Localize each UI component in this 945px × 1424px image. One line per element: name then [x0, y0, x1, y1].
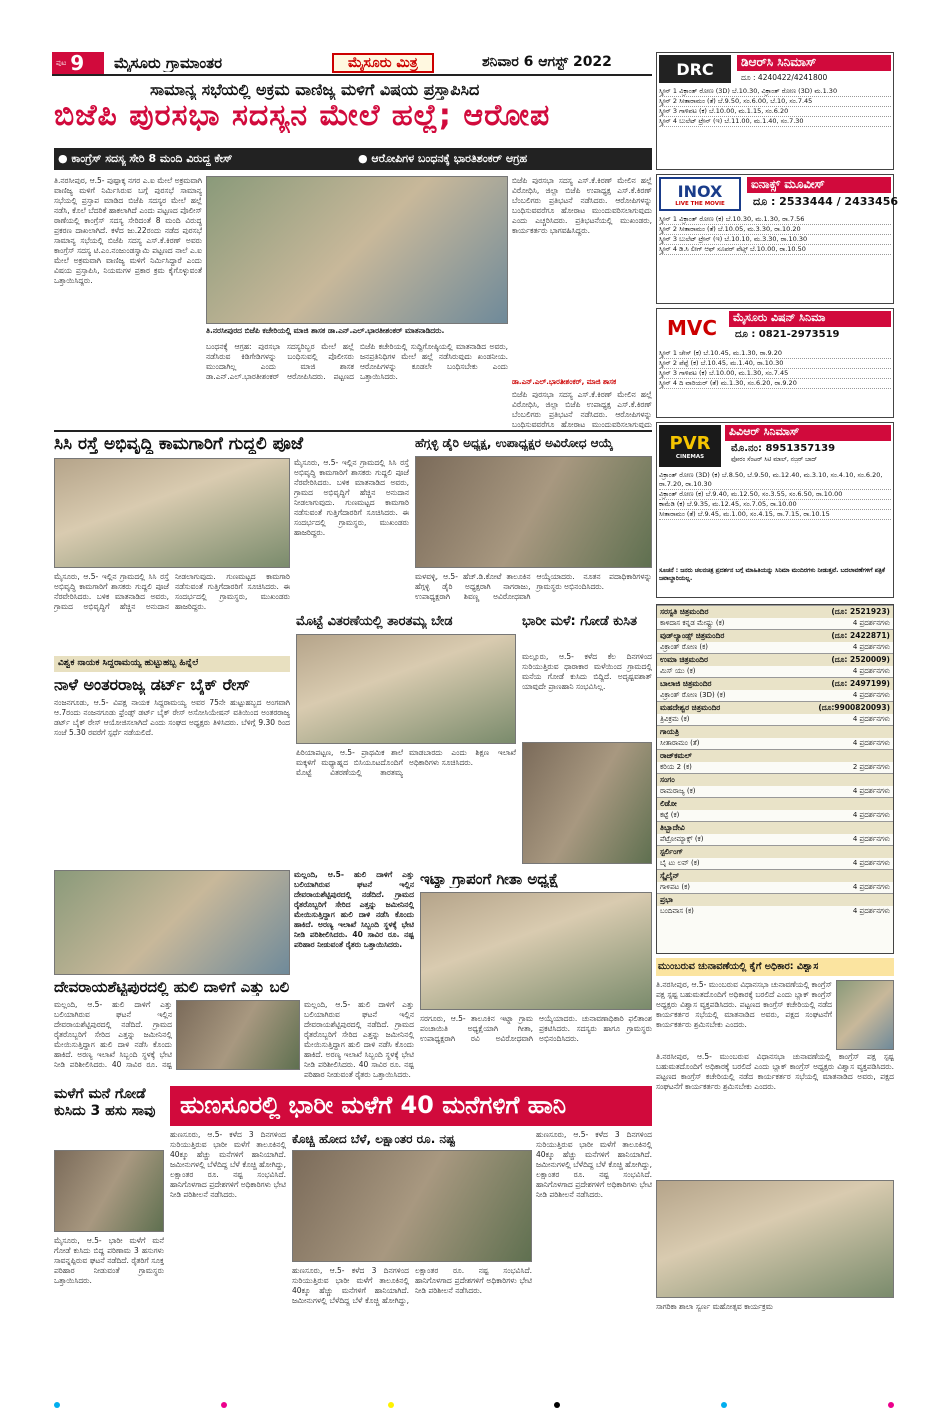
hall-name: ಮಹದೇಶ್ವರ ಚಿತ್ರಮಂದಿರ — [660, 703, 721, 712]
color-dot — [221, 1402, 227, 1408]
inox-listings — [659, 215, 891, 255]
drc-logo: DRC — [659, 55, 731, 83]
mvc-block — [656, 308, 894, 418]
hall-shows: 4 ಪ್ರದರ್ಶನಗಳು — [852, 787, 890, 795]
hall-phone: (ದೂ: 2422871) — [831, 631, 890, 640]
dairy-body: ಮಳವಳ್ಳಿ, ಆ.5- ಹೆಚ್.ಡಿ.ಕೋಟೆ ತಾಲೂಕಿನ ಹೆಗ್ಗಳ್ಳಿ ಡೈರಿ ಅಧ್ಯಕ್ಷರಾಗಿ ನಾಗರಾಜು, ಉಪಾಧ್ಯಕ್ಷರಾಗಿ ಶಿವಣ್ಣ ಅವಿರೋಧವಾಗಿ ಆಯ್ಕೆಯಾದರು. ನೂತನ ಪದಾಧಿಕಾರಿಗಳನ್ನು ಗ್ರಾಮಸ್ಥರು ಅಭಿನಂದಿಸಿದರು. — [415, 572, 652, 601]
lead-subhead-1: ● ಕಾಂಗ್ರೆಸ್ ಸದಸ್ಯ ಸೇರಿ 8 ಮಂದಿ ವಿರುದ್ಧ ಕೇಸ್ — [58, 152, 233, 165]
hunsur-banner — [170, 1086, 652, 1126]
tiger-body: ಮಲ್ಲಂದಿ, ಆ.5- ಹುಲಿ ದಾಳಿಗೆ ಎತ್ತು ಬಲಿಯಾಗಿರುವ ಘಟನೆ ಇಲ್ಲಿನ ದೇವರಾಯಶೆಟ್ಟಿಪುರದಲ್ಲಿ ನಡೆದಿದೆ. ಗ್ರಾಮದ ರೈತರೊಬ್ಬರಿಗೆ ಸೇರಿದ ಎತ್ತನ್ನು ಜಮೀನಿನಲ್ಲಿ ಮೇಯಿಸುತ್ತಿದ್ದಾಗ ಹುಲಿ ದಾಳಿ ನಡೆಸಿ ಕೊಂದು ಹಾಕಿದೆ. ಅರಣ್ಯ ಇಲಾಖೆ ಸಿಬ್ಬಂದಿ ಸ್ಥಳಕ್ಕೆ ಭೇಟಿ ನೀಡಿ ಪರಿಶೀಲಿಸಿದರು. 40 ಸಾವಿರ ರೂ. ನಷ್ಟ — [54, 1000, 172, 1069]
mvc-logo: MVC — [666, 316, 718, 340]
hall-film: ರಾಮರಾಜ್ಯ (ಕ) — [660, 787, 696, 795]
halls-container — [657, 605, 893, 917]
masthead-logo: ಮೈಸೂರು ಮಿತ್ರ — [332, 53, 434, 73]
dart-kicker-band — [54, 656, 290, 672]
hall-show-row — [657, 786, 893, 797]
hall-header — [657, 629, 893, 642]
hall-header — [657, 797, 893, 810]
lead-subheads — [54, 148, 652, 170]
hall-shows: 4 ಪ್ರದರ್ಶನಗಳು — [852, 835, 890, 843]
hall-name: ಸಂಗಂ — [660, 775, 675, 784]
hall-name: ತಿಬ್ಬಾದೇವಿ — [660, 823, 685, 832]
hall-name: ರಾಜ್‌ಕಮಲ್ — [660, 751, 692, 760]
hunsur-subhead: ಕೊಚ್ಚಿ ಹೋದ ಬೆಳೆ, ಲಕ್ಷಾಂತರ ರೂ. ನಷ್ಟ — [292, 1132, 456, 1146]
hall-film: ಗಾಳಿಪಟ (ಕ) — [660, 883, 690, 891]
mvc-title: ಮೈಸೂರು ವಿಷನ್ ಸಿನಿಮಾ — [729, 311, 891, 327]
gita-headline: ಇಟ್ನಾ ಗ್ರಾಪಂಗೆ ಗೀತಾ ಅಧ್ಯಕ್ಷೆ — [420, 870, 559, 888]
inox-title: ಐನಾಕ್ಸ್ ಮೂವೀಸ್ — [747, 177, 891, 193]
hall-show-row — [657, 714, 893, 725]
rain-wall-headline: ಭಾರೀ ಮಳೆ: ಗೋಡೆ ಕುಸಿತ — [522, 614, 637, 629]
hall-shows: 4 ಪ್ರದರ್ಶನಗಳು — [852, 907, 890, 915]
hall-header — [657, 677, 893, 690]
hall-header — [657, 845, 893, 858]
hall-show-row — [657, 882, 893, 893]
section-title: ಮೈಸೂರು ಗ್ರಾಮಾಂತರ — [114, 54, 223, 72]
inox-row: ಸ್ಕ್ರೀನ್ 4 ಡಿ.ಸಿ ಲೀಗ್ ಆಫ್ ಸೂಪರ್ ಪೆಟ್ಸ್ ಬೆ.10.00, ರಾ.10.50 — [659, 245, 891, 255]
hall-header — [657, 725, 893, 738]
hall-film: ಕರಿಯ 2 (ಕ) — [660, 763, 692, 771]
pvr-logo-text: PVR — [669, 432, 711, 454]
tiger-photo — [176, 1000, 300, 1070]
inox-tagline: LIVE THE MOVIE — [675, 200, 725, 207]
mvc-row: ಸ್ಕ್ರೀನ್ 2 ಪೆಪ್ಪೆ (ಕ) ಬೆ.10.45, ಮ.1.40, ರಾ.10.30 — [659, 359, 891, 369]
hall-show-row — [657, 858, 893, 869]
lead-headline: ಬಿಜೆಪಿ ಪುರಸಭಾ ಸದಸ್ಯನ ಮೇಲೆ ಹಲ್ಲೆ; ಆರೋಪ — [54, 98, 551, 133]
hall-film: ಕಟ್ಟೆ (ಕ) — [660, 811, 680, 819]
pvr-row: ವಿಕ್ರಾಂತ್ ರೋಣ (ಕ) ಬೆ.9.40, ಮ.12.50, ಸಂ.3.55, ಸಂ.6.50, ರಾ.10.00 — [659, 490, 891, 500]
cows-body: ಮೈಸೂರು, ಆ.5- ಭಾರೀ ಮಳೆಗೆ ಮನೆ ಗೋಡೆ ಕುಸಿದು ಬಿದ್ದ ಪರಿಣಾಮ 3 ಹಸುಗಳು ಸಾವನ್ನಪ್ಪಿರುವ ಘಟನೆ ನಡೆದಿದೆ. ರೈತರಿಗೆ ಸೂಕ್ತ ಪರಿಹಾರ ನೀಡುವಂತೆ ಗ್ರಾಮಸ್ಥರು ಒತ್ತಾಯಿಸಿದರು. — [54, 1236, 164, 1285]
drc-block — [656, 52, 894, 170]
inox-logo — [659, 177, 741, 211]
cc-road-body: ಮೈಸೂರು, ಆ.5- ಇಲ್ಲಿನ ಗ್ರಾಮದಲ್ಲಿ ಸಿಸಿ ರಸ್ತೆ ಅಭಿವೃದ್ಧಿ ಕಾಮಗಾರಿಗೆ ಶಾಸಕರು ಗುದ್ದಲಿ ಪೂಜೆ ನೆರವೇರಿಸಿದರು. ಬಳಿಕ ಮಾತನಾಡಿದ ಅವರು, ಗ್ರಾಮದ ಅಭಿವೃದ್ಧಿಗೆ ಹೆಚ್ಚಿನ ಅನುದಾನ ನೀಡಲಾಗುವುದು. ಗುಣಮಟ್ಟದ ಕಾಮಗಾರಿ ನಡೆಸುವಂತೆ ಗುತ್ತಿಗೆದಾರರಿಗೆ ಸೂಚಿಸಿದರು. ಈ ಸಂದರ್ಭದಲ್ಲಿ ಗ್ರಾಮಸ್ಥರು, ಮುಖಂಡರು ಹಾಜರಿದ್ದರು. — [54, 572, 290, 611]
election-body-cont: ತಿ.ನರಸೀಪುರ, ಆ.5- ಮುಂಬರುವ ವಿಧಾನಸಭಾ ಚುನಾವಣೆಯಲ್ಲಿ ಕಾಂಗ್ರೆಸ್ ಪಕ್ಷ ಸ್ಪಷ್ಟ ಬಹುಮತದೊಂದಿಗೆ ಅಧಿಕಾರಕ್ಕೆ ಬರಲಿದೆ ಎಂದು ಬ್ಲಾಕ್ ಕಾಂಗ್ರೆಸ್ ಅಧ್ಯಕ್ಷರು ವಿಶ್ವಾಸ ವ್ಯಕ್ತಪಡಿಸಿದರು. ಪಟ್ಟಣದ ಕಾಂಗ್ರೆಸ್ ಕಚೇರಿಯಲ್ಲಿ ನಡೆದ ಕಾರ್ಯಕರ್ತರ ಸಭೆಯಲ್ಲಿ ಮಾತನಾಡಿದ ಅವರು, ಪಕ್ಷದ ಸಂಘಟನೆಗೆ ಕಾರ್ಯಕರ್ತರು ಶ್ರಮಿಸಬೇಕು ಎಂದರು. — [656, 1052, 894, 1091]
hall-shows: 4 ಪ್ರದರ್ಶನಗಳು — [852, 859, 890, 867]
hall-phone: (ದೂ: 2521923) — [831, 607, 890, 616]
cinema-halls-list — [656, 604, 894, 954]
hall-film: ಕಾಳಿದಾಸ ಕನ್ನಡ ಮೇಷ್ಟ್ರು (ಕ) — [660, 619, 725, 627]
rain-wall-photo — [522, 742, 652, 864]
hall-film: ತ್ರಿವಿಕ್ರಮ (ಕ) — [660, 715, 690, 723]
page-number: 9 — [70, 51, 85, 75]
hall-phone: (ದೂ: 2520009) — [831, 655, 890, 664]
drc-row: ಸ್ಕ್ರೀನ್ 2 ಸೀತಾರಾಮಂ (ತೆ) ಬೆ.9.50, ಸಂ.6.00, ಬೆ.10, ಸಂ.7.45 — [659, 97, 891, 107]
hall-phone: (ದೂ:9900820093) — [818, 703, 890, 712]
hall-show-row — [657, 690, 893, 701]
hall-film: ಮಿಸ್ ಯು (ಕ) — [660, 667, 696, 675]
pvr-logo-sub: CINEMAS — [675, 453, 705, 460]
tiger-event-photo — [54, 870, 290, 975]
hall-name: ಬಾಲಾಜಿ ಚಿತ್ರಮಂದಿರ — [660, 679, 712, 688]
pvr-phone: ಮೊ.ನಂ: 8951357139 — [731, 443, 836, 454]
hunsur-body-mid: ಹುಣಸೂರು, ಆ.5- ಕಳೆದ 3 ದಿನಗಳಿಂದ ಸುರಿಯುತ್ತಿರುವ ಭಾರೀ ಮಳೆಗೆ ತಾಲೂಕಿನಲ್ಲಿ 40ಕ್ಕೂ ಹೆಚ್ಚು ಮನೆಗಳಿಗೆ ಹಾನಿಯಾಗಿದೆ. ಜಮೀನುಗಳಲ್ಲಿ ಬೆಳೆದಿದ್ದ ಬೆಳೆ ಕೊಚ್ಚಿ ಹೋಗಿದ್ದು, ಲಕ್ಷಾಂತರ ರೂ. ನಷ್ಟ ಸಂಭವಿಸಿದೆ. ಹಾನಿಗೊಳಗಾದ ಪ್ರದೇಶಗಳಿಗೆ ಅಧಿಕಾರಿಗಳು ಭೇಟಿ ನೀಡಿ ಪರಿಶೀಲನೆ ನಡೆಸಿದರು. — [292, 1266, 532, 1305]
hall-name: ಸ್ಕೈಲೈನ್ — [660, 871, 680, 880]
page-label: ಪುಟ — [56, 58, 67, 67]
dairy-photo — [415, 456, 652, 568]
inox-phone: ದೂ : 2533444 / 2433456 — [753, 195, 899, 208]
hall-shows: 4 ಪ್ರದರ್ಶನಗಳು — [852, 739, 890, 747]
hall-film: ಸೀತಾರಾಮಂ (ತೆ) — [660, 739, 700, 747]
tiger-headline: ದೇವರಾಯಶೆಟ್ಟಿಪುರದಲ್ಲಿ ಹುಲಿ ದಾಳಿಗೆ ಎತ್ತು ಬಲಿ — [54, 978, 290, 996]
hall-name: ಲಿಡೋ — [660, 799, 677, 808]
pvr-row: ಸೀತಾರಾಮಂ (ತೆ) ಬೆ.9.45, ಮ.1.00, ಸಂ.4.15, ರಾ.7.15, ರಾ.10.15 — [659, 510, 891, 520]
color-dot — [888, 1402, 894, 1408]
hall-shows: 4 ಪ್ರದರ್ಶನಗಳು — [852, 619, 890, 627]
drc-listings — [659, 87, 891, 127]
hall-film: ಬೈ ಟು ಲವ್ (ಕ) — [660, 859, 700, 867]
hall-header — [657, 869, 893, 882]
drc-row: ಸ್ಕ್ರೀನ್ 1 ವಿಕ್ರಾಂತ್ ರೋಣ (3D) ಬೆ.10.30, ವಿಕ್ರಾಂತ್ ರೋಣ (3D) ಮ.1.30 — [659, 87, 891, 97]
inox-row: ಸ್ಕ್ರೀನ್ 1 ವಿಕ್ರಾಂತ್ ರೋಣ (ಕ) ಬೆ.10.30, ಮ.1.30, ರಾ.7.56 — [659, 215, 891, 225]
inox-row: ಸ್ಕ್ರೀನ್ 3 ಬುಲೆಟ್ ಟ್ರೇನ್ (ಇ) ಬೆ.10.10, ಮ.3.30, ರಾ.10.30 — [659, 235, 891, 245]
pvr-listings — [659, 471, 891, 520]
pvr-address: ಫೋರಂ ಸೆಂಟರ್ ಸಿಟಿ ಮಾಲ್, ನಜ಼ರ್ ಬಾದ್ — [731, 456, 818, 463]
dairy-headline: ಹೆಗ್ಗಳ್ಳಿ ಡೈರಿ ಅಧ್ಯಕ್ಷ, ಉಪಾಧ್ಯಕ್ಷರ ಅವಿರೋಧ ಆಯ್ಕೆ — [415, 436, 614, 450]
hunsur-headline: ಹುಣಸೂರಲ್ಲಿ ಭಾರೀ ಮಳೆಗೆ 40 ಮನೆಗಳಿಗೆ ಹಾನಿ — [180, 1091, 567, 1119]
drc-row: ಸ್ಕ್ರೀನ್ 3 ಗಾಳಿಪಟ (ಕ) ಬೆ.10.00, ಮ.1.15, ಸಂ.6.20 — [659, 107, 891, 117]
hall-header — [657, 893, 893, 906]
page-header — [52, 50, 652, 76]
mvc-phone: ದೂ : 0821-2973519 — [735, 329, 840, 340]
mvc-row: ಸ್ಕ್ರೀನ್ 4 ದಿ ವಾರಿಯರ್ (ತೆ) ಮ.1.30, ಸಂ.6.20, ರಾ.9.20 — [659, 379, 891, 389]
hall-film: ವಿಕ್ರಾಂತ್ ರೋಣ (ಕ) — [660, 643, 709, 651]
hall-name: ಸ್ಟರ್ಲಿಂಗ್ — [660, 847, 683, 856]
hall-name: ವುಡ್‌ಲ್ಯಾಂಡ್ಸ್ ಚಿತ್ರಮಂದಿರ — [660, 631, 725, 640]
divider — [54, 430, 652, 432]
cows-headline: ಮಳೆಗೆ ಮನೆ ಗೋಡೆ ಕುಸಿದು 3 ಹಸು ಸಾವು — [54, 1086, 156, 1119]
pvr-title: ಪಿವಿಆರ್ ಸಿನಿಮಾಸ್ — [725, 425, 891, 441]
cc-road-body-side: ಮೈಸೂರು, ಆ.5- ಇಲ್ಲಿನ ಗ್ರಾಮದಲ್ಲಿ ಸಿಸಿ ರಸ್ತೆ ಅಭಿವೃದ್ಧಿ ಕಾಮಗಾರಿಗೆ ಶಾಸಕರು ಗುದ್ದಲಿ ಪೂಜೆ ನೆರವೇರಿಸಿದರು. ಬಳಿಕ ಮಾತನಾಡಿದ ಅವರು, ಗ್ರಾಮದ ಅಭಿವೃದ್ಧಿಗೆ ಹೆಚ್ಚಿನ ಅನುದಾನ ನೀಡಲಾಗುವುದು. ಗುಣಮಟ್ಟದ ಕಾಮಗಾರಿ ನಡೆಸುವಂತೆ ಗುತ್ತಿಗೆದಾರರಿಗೆ ಸೂಚಿಸಿದರು. ಈ ಸಂದರ್ಭದಲ್ಲಿ ಗ್ರಾಮಸ್ಥರು, ಮುಖಂಡರು ಹಾಜರಿದ್ದರು. — [294, 458, 409, 537]
hall-shows: 4 ಪ್ರದರ್ಶನಗಳು — [852, 667, 890, 675]
election-headline-band — [656, 958, 894, 976]
hall-film: ಬಂದಿವಾಸ (ಕ) — [660, 907, 694, 915]
hall-name: ಉಮಾ ಚಿತ್ರಮಂದಿರ — [660, 655, 708, 664]
pvr-logo — [659, 425, 721, 467]
quote-author: ಡಾ.ಎನ್.ಎಲ್.ಭಾರತೀಶಂಕರ್, ಮಾಜಿ ಶಾಸಕ — [512, 378, 617, 386]
tiger-side-notice: ಮಲ್ಲಂದಿ, ಆ.5- ಹುಲಿ ದಾಳಿಗೆ ಎತ್ತು ಬಲಿಯಾಗಿರುವ ಘಟನೆ ಇಲ್ಲಿನ ದೇವರಾಯಶೆಟ್ಟಿಪುರದಲ್ಲಿ ನಡೆದಿದೆ. ಗ್ರಾಮದ ರೈತರೊಬ್ಬರಿಗೆ ಸೇರಿದ ಎತ್ತನ್ನು ಜಮೀನಿನಲ್ಲಿ ಮೇಯಿಸುತ್ತಿದ್ದಾಗ ಹುಲಿ ದಾಳಿ ನಡೆಸಿ ಕೊಂದು ಹಾಕಿದೆ. ಅರಣ್ಯ ಇಲಾಖೆ ಸಿಬ್ಬಂದಿ ಸ್ಥಳಕ್ಕೆ ಭೇಟಿ ನೀಡಿ ಪರಿಶೀಲಿಸಿದರು. 40 ಸಾವಿರ ರೂ. ನಷ್ಟ ಪರಿಹಾರ ನೀಡುವಂತೆ ರೈತರು ಒತ್ತಾಯಿಸಿದರು. — [294, 870, 414, 949]
inox-row: ಸ್ಕ್ರೀನ್ 2 ಸೀತಾರಾಮಂ (ತೆ) ಬೆ.10.05, ಮ.3.30, ರಾ.10.20 — [659, 225, 891, 235]
hunsur-body-left: ಹುಣಸೂರು, ಆ.5- ಕಳೆದ 3 ದಿನಗಳಿಂದ ಸುರಿಯುತ್ತಿರುವ ಭಾರೀ ಮಳೆಗೆ ತಾಲೂಕಿನಲ್ಲಿ 40ಕ್ಕೂ ಹೆಚ್ಚು ಮನೆಗಳಿಗೆ ಹಾನಿಯಾಗಿದೆ. ಜಮೀನುಗಳಲ್ಲಿ ಬೆಳೆದಿದ್ದ ಬೆಳೆ ಕೊಚ್ಚಿ ಹೋಗಿದ್ದು, ಲಕ್ಷಾಂತರ ರೂ. ನಷ್ಟ ಸಂಭವಿಸಿದೆ. ಹಾನಿಗೊಳಗಾದ ಪ್ರದೇಶಗಳಿಗೆ ಅಧಿಕಾರಿಗಳು ಭೇಟಿ ನೀಡಿ ಪರಿಶೀಲನೆ ನಡೆಸಿದರು. — [170, 1130, 286, 1199]
mvc-listings — [659, 349, 891, 389]
hall-show-row — [657, 666, 893, 677]
hall-show-row — [657, 810, 893, 821]
drc-row: ಸ್ಕ್ರೀನ್ 4 ಬುಲೆಟ್ ಟ್ರೇನ್ (ಇ) ಬೆ.11.00, ಮ.1.40, ಸಂ.7.30 — [659, 117, 891, 127]
election-headline: ಮುಂಬರುವ ಚುನಾವಣೆಯಲ್ಲಿ ಕೈಗೆ ಅಧಿಕಾರ: ವಿಶ್ವಾಸ — [658, 961, 819, 972]
page-number-badge — [52, 52, 104, 74]
lead-body-right: ಬಿಜೆಪಿ ಪುರಸಭಾ ಸದಸ್ಯ ಎಸ್.ಕೆ.ಕಿರಣ್ ಮೇಲಿನ ಹಲ್ಲೆ ವಿರೋಧಿಸಿ, ಜಿಲ್ಲಾ ಬಿಜೆಪಿ ಉಪಾಧ್ಯಕ್ಷ ಎಸ್.ಕೆ.ಕಿರಣ್ ಬೆಂಬಲಿಗರು ಪ್ರತಿಭಟನೆ ನಡೆಸಿದರು. ಆರೋಪಿಗಳನ್ನು ಬಂಧಿಸುವವರೆಗೂ ಹೋರಾಟ ಮುಂದುವರಿಸಲಾಗುವುದು ಎಂದು ಎಚ್ಚರಿಸಿದರು. ಪ್ರತಿಭಟನೆಯಲ್ಲಿ ಮುಖಂಡರು, ಕಾರ್ಯಕರ್ತರು ಭಾಗವಹಿಸಿದ್ದರು. — [512, 176, 652, 235]
inox-logo-text: INOX — [677, 181, 723, 201]
lead-body-left: ತಿ.ನರಸೀಪುರ, ಆ.5- ಪುಷ್ಪಾಕ್ಕ ನಗರ ಎ.ಐ ಮೇಲೆ ಅಕ್ರಮವಾಗಿ ವಾಣಿಜ್ಯ ಮಳಿಗೆ ನಿರ್ಮಿಸಿರುವ ಬಗ್ಗೆ ಪುರಸಭೆ ಸಾಮಾನ್ಯ ಸಭೆಯಲ್ಲಿ ಪ್ರಸ್ತಾಪ ಮಾಡಿದ ಬಿಜೆಪಿ ಸದಸ್ಯರ ಮೇಲೆ ಹಲ್ಲೆ ನಡೆಸಿ, ಕೊಲೆ ಬೆದರಿಕೆ ಹಾಕಲಾಗಿದೆ ಎಂದು ಪಟ್ಟಣದ ಪೊಲೀಸ್ ಠಾಣೆಯಲ್ಲಿ ಕಾಂಗ್ರೆಸ್ ಸದಸ್ಯ ಸೇರಿದಂತೆ 8 ಮಂದಿ ವಿರುದ್ಧ ಪ್ರಕರಣ ದಾಖಲಾಗಿದೆ. ಕಳೆದ ಜು.22ರಂದು ನಡೆದ ಪುರಸಭೆ ಸಾಮಾನ್ಯ ಸಭೆಯಲ್ಲಿ ಬಿಜೆಪಿ ಸದಸ್ಯ ಎಸ್.ಕೆ.ಕಿರಣ್ ಅವರು ಕಾಂಗ್ರೆಸ್ ಸದಸ್ಯ ಟಿ.ಎಂ.ನಂಜುಂಡಸ್ವಾಮಿ ಪಟ್ಟಣದ ನಾಲೆ ಎ.ಐ ಮೇಲೆ ಅಕ್ರಮವಾಗಿ ವಾಣಿಜ್ಯ ಮಳಿಗೆ ನಿರ್ಮಿಸಿದ್ದಾರೆ ಎಂದು ವಿಷಯ ಪ್ರಸ್ತಾಪಿಸಿ, ನಿಯಮಗಳ ಪ್ರಕಾರ ಕ್ರಮ ಕೈಗೊಳ್ಳುವಂತೆ ಒತ್ತಾಯಿಸಿದ್ದರು. — [54, 176, 202, 285]
midday-headline: ಮೊಟ್ಟೆ ವಿತರಣೆಯಲ್ಲಿ ತಾರತಮ್ಯ ಬೇಡ — [296, 614, 453, 629]
lead-subhead-2: ● ಆರೋಪಿಗಳ ಬಂಧನಕ್ಕೆ ಭಾರತಿಶಂಕರ್ ಆಗ್ರಹ — [358, 152, 528, 165]
mvc-row: ಸ್ಕ್ರೀನ್ 1 ಚೇಸ್ (ಕ) ಬೆ.10.45, ಮ.1.30, ರಾ.9.20 — [659, 349, 891, 359]
hall-name: ಸರಸ್ವತಿ ಚಿತ್ರಮಂದಿರ — [660, 607, 709, 616]
election-portrait — [836, 980, 894, 1050]
pvr-row: ವಿಕ್ರಾಂತ್ ರೋಣ (3D) (ಕ) ಬೆ.8.50, ಬೆ.9.50, ಮ.12.40, ಮ.3.10, ಸಂ.4.10, ಸಂ.6.20, ರಾ.7.20, ರಾ.10.30 — [659, 471, 891, 490]
hall-show-row — [657, 618, 893, 629]
hall-header — [657, 653, 893, 666]
hall-phone: (ದೂ: 2497199) — [831, 679, 890, 688]
dart-headline: ನಾಳೆ ಅಂತರರಾಜ್ಯ ಡರ್ಟ್ ಬೈಕ್ ರೇಸ್ — [54, 675, 250, 694]
color-dot — [54, 1402, 60, 1408]
hall-shows: 2 ಪ್ರದರ್ಶನಗಳು — [852, 763, 890, 771]
pvr-note: ಸೂಚನೆ : ಜನರು ಚಲನಚಿತ್ರ ಪ್ರದರ್ಶನ ಬಗ್ಗೆ ಮಾಹಿತಿಯನ್ನು ಸಿನಿಮಾ ಮಂದಿರಗಳು ನೀಡುತ್ತವೆ. ಬದಲಾವಣೆಗಳಿಗೆ ಪತ್ರಿಕೆ ಜವಾಬ್ದಾರಿಯಲ್ಲ. — [659, 567, 885, 582]
hall-shows: 4 ಪ್ರದರ್ಶನಗಳು — [852, 643, 890, 651]
hall-shows: 4 ಪ್ರದರ್ಶನಗಳು — [852, 811, 890, 819]
tiger-body-cont: ಮಲ್ಲಂದಿ, ಆ.5- ಹುಲಿ ದಾಳಿಗೆ ಎತ್ತು ಬಲಿಯಾಗಿರುವ ಘಟನೆ ಇಲ್ಲಿನ ದೇವರಾಯಶೆಟ್ಟಿಪುರದಲ್ಲಿ ನಡೆದಿದೆ. ಗ್ರಾಮದ ರೈತರೊಬ್ಬರಿಗೆ ಸೇರಿದ ಎತ್ತನ್ನು ಜಮೀನಿನಲ್ಲಿ ಮೇಯಿಸುತ್ತಿದ್ದಾಗ ಹುಲಿ ದಾಳಿ ನಡೆಸಿ ಕೊಂದು ಹಾಕಿದೆ. ಅರಣ್ಯ ಇಲಾಖೆ ಸಿಬ್ಬಂದಿ ಸ್ಥಳಕ್ಕೆ ಭೇಟಿ ನೀಡಿ ಪರಿಶೀಲಿಸಿದರು. 40 ಸಾವಿರ ರೂ. ನಷ್ಟ ಪರಿಹಾರ ನೀಡುವಂತೆ ರೈತರು ಒತ್ತಾಯಿಸಿದರು. — [304, 1000, 414, 1079]
hall-show-row — [657, 906, 893, 917]
lead-photo-caption: ತಿ.ನರಸೀಪುರದ ಬಿಜೆಪಿ ಕಚೇರಿಯಲ್ಲಿ ಮಾಜಿ ಶಾಸಕ ಡಾ.ಎನ್.ಎಲ್.ಭಾರತೀಶಂಕರ್ ಮಾತನಾಡಿದರು. — [206, 326, 445, 335]
hall-shows: 4 ಪ್ರದರ್ಶನಗಳು — [852, 691, 890, 699]
hall-show-row — [657, 738, 893, 749]
lead-photo — [206, 176, 508, 324]
dart-kicker: ವಿಶ್ವಕ ನಾಯಕ ಸಿದ್ದರಾಮಯ್ಯ ಹುಟ್ಟುಹಬ್ಬ ಹಿನ್ನೆಲೆ — [58, 658, 199, 668]
pvr-row: ಕಾಮೆಡಿ (ಕ) ಬೆ.9.35, ಮ.12.45, ಸಂ.7.05, ರಾ.10.00 — [659, 500, 891, 510]
midday-body: ಪಿರಿಯಾಪಟ್ಟಣ, ಆ.5- ಪ್ರಾಥಮಿಕ ಶಾಲೆ ಮಕ್ಕಳಿಗೆ ಮಧ್ಯಾಹ್ನದ ಬಿಸಿಯೂಟದೊಂದಿಗೆ ಮೊಟ್ಟೆ ವಿತರಣೆಯಲ್ಲಿ ತಾರತಮ್ಯ ಮಾಡಬಾರದು ಎಂದು ಶಿಕ್ಷಣ ಇಲಾಖೆ ಅಧಿಕಾರಿಗಳು ಸೂಚಿಸಿದರು. — [296, 748, 516, 777]
mvc-row: ಸ್ಕ್ರೀನ್ 3 ಗಾಳಿಪಟ (ಕ) ಬೆ.10.00, ಮ.1.30, ಸಂ.7.45 — [659, 369, 891, 379]
hall-header — [657, 773, 893, 786]
color-dot — [388, 1402, 394, 1408]
hunsur-body-right: ಹುಣಸೂರು, ಆ.5- ಕಳೆದ 3 ದಿನಗಳಿಂದ ಸುರಿಯುತ್ತಿರುವ ಭಾರೀ ಮಳೆಗೆ ತಾಲೂಕಿನಲ್ಲಿ 40ಕ್ಕೂ ಹೆಚ್ಚು ಮನೆಗಳಿಗೆ ಹಾನಿಯಾಗಿದೆ. ಜಮೀನುಗಳಲ್ಲಿ ಬೆಳೆದಿದ್ದ ಬೆಳೆ ಕೊಚ್ಚಿ ಹೋಗಿದ್ದು, ಲಕ್ಷಾಂತರ ರೂ. ನಷ್ಟ ಸಂಭವಿಸಿದೆ. ಹಾನಿಗೊಳಗಾದ ಪ್ರದೇಶಗಳಿಗೆ ಅಧಿಕಾರಿಗಳು ಭೇಟಿ ನೀಡಿ ಪರಿಶೀಲನೆ ನಡೆಸಿದರು. — [536, 1130, 652, 1199]
hall-name: ಪ್ರಭಾ — [660, 895, 673, 904]
hall-header — [657, 749, 893, 762]
hall-show-row — [657, 762, 893, 773]
cows-photo — [54, 1150, 164, 1232]
hall-header — [657, 605, 893, 618]
inox-block — [656, 174, 899, 304]
hall-shows: 4 ಪ್ರದರ್ಶನಗಳು — [852, 715, 890, 723]
color-dot — [721, 1402, 727, 1408]
cc-road-headline: ಸಿಸಿ ರಸ್ತೆ ಅಭಿವೃದ್ಧಿ ಕಾಮಗಾರಿಗೆ ಗುದ್ದಲಿ ಪೂಜೆ — [54, 434, 304, 454]
midday-photo — [296, 634, 516, 744]
issue-date: ಶನಿವಾರ 6 ಆಗಸ್ಟ್ 2022 — [482, 54, 612, 70]
gita-body: ಸರಗೂರು, ಆ.5- ತಾಲೂಕಿನ ಇಟ್ನಾ ಗ್ರಾಮ ಪಂಚಾಯಿತಿ ಅಧ್ಯಕ್ಷೆಯಾಗಿ ಗೀತಾ, ಉಪಾಧ್ಯಕ್ಷರಾಗಿ ರವಿ ಅವಿರೋಧವಾಗಿ ಆಯ್ಕೆಯಾದರು. ಚುನಾವಣಾಧಿಕಾರಿ ಫಲಿತಾಂಶ ಪ್ರಕಟಿಸಿದರು. ಸದಸ್ಯರು ಹಾಗೂ ಗ್ರಾಮಸ್ಥರು ಅಭಿನಂದಿಸಿದರು. — [420, 1014, 652, 1043]
pvr-block — [656, 422, 894, 598]
registration-marks-bottom — [54, 1402, 894, 1410]
school-event-photo — [656, 1180, 894, 1298]
hall-film: ಪೆಟ್ರೋಮ್ಯಾಕ್ಸ್ (ಕ) — [660, 835, 704, 843]
lead-kicker: ಸಾಮಾನ್ಯ ಸಭೆಯಲ್ಲಿ ಅಕ್ರಮ ವಾಣಿಜ್ಯ ಮಳಿಗೆ ವಿಷಯ ಪ್ರಸ್ತಾಪಿಸಿದ — [150, 80, 480, 99]
hall-show-row — [657, 834, 893, 845]
lead-body-right-cont: ಬಿಜೆಪಿ ಪುರಸಭಾ ಸದಸ್ಯ ಎಸ್.ಕೆ.ಕಿರಣ್ ಮೇಲಿನ ಹಲ್ಲೆ ವಿರೋಧಿಸಿ, ಜಿಲ್ಲಾ ಬಿಜೆಪಿ ಉಪಾಧ್ಯಕ್ಷ ಎಸ್.ಕೆ.ಕಿರಣ್ ಬೆಂಬಲಿಗರು ಪ್ರತಿಭಟನೆ ನಡೆಸಿದರು. ಆರೋಪಿಗಳನ್ನು ಬಂಧಿಸುವವರೆಗೂ ಹೋರಾಟ ಮುಂದುವರಿಸಲಾಗುವುದು — [512, 390, 652, 429]
hall-show-row — [657, 642, 893, 653]
hall-shows: 4 ಪ್ರದರ್ಶನಗಳು — [852, 883, 890, 891]
election-body: ತಿ.ನರಸೀಪುರ, ಆ.5- ಮುಂಬರುವ ವಿಧಾನಸಭಾ ಚುನಾವಣೆಯಲ್ಲಿ ಕಾಂಗ್ರೆಸ್ ಪಕ್ಷ ಸ್ಪಷ್ಟ ಬಹುಮತದೊಂದಿಗೆ ಅಧಿಕಾರಕ್ಕೆ ಬರಲಿದೆ ಎಂದು ಬ್ಲಾಕ್ ಕಾಂಗ್ರೆಸ್ ಅಧ್ಯಕ್ಷರು ವಿಶ್ವಾಸ ವ್ಯಕ್ತಪಡಿಸಿದರು. ಪಟ್ಟಣದ ಕಾಂಗ್ರೆಸ್ ಕಚೇರಿಯಲ್ಲಿ ನಡೆದ ಕಾರ್ಯಕರ್ತರ ಸಭೆಯಲ್ಲಿ ಮಾತನಾಡಿದ ಅವರು, ಪಕ್ಷದ ಸಂಘಟನೆಗೆ ಕಾರ್ಯಕರ್ತರು ಶ್ರಮಿಸಬೇಕು ಎಂದರು. — [656, 980, 832, 1029]
hall-header — [657, 821, 893, 834]
color-dot — [554, 1402, 560, 1408]
rain-wall-body: ಮಲ್ಲೂರು, ಆ.5- ಕಳೆದ ಕೆಲ ದಿನಗಳಿಂದ ಸುರಿಯುತ್ತಿರುವ ಧಾರಾಕಾರ ಮಳೆಯಿಂದ ಗ್ರಾಮದಲ್ಲಿ ಮನೆಯ ಗೋಡೆ ಕುಸಿದು ಬಿದ್ದಿದೆ. ಅದೃಷ್ಟವಶಾತ್ ಯಾವುದೇ ಪ್ರಾಣಹಾನಿ ಸಂಭವಿಸಿಲ್ಲ. — [522, 652, 652, 691]
lead-body-mid: ಬಂಧನಕ್ಕೆ ಆಗ್ರಹ: ಪುರಸಭಾ ಸದಸ್ಯರಿಬ್ಬರ ಮೇಲೆ ಹಲ್ಲೆ ನಡೆಸಿರುವ ಕಿಡಿಗೇಡಿಗಳನ್ನು ಬಂಧಿಸುವಲ್ಲಿ ಪೊಲೀಸರು ಮುಂದಾಗಿಲ್ಲ ಎಂದು ಮಾಜಿ ಶಾಸಕ ಡಾ.ಎನ್.ಎಲ್.ಭಾರತೀಶಂಕರ್ ಆರೋಪಿಸಿದರು. ಪಟ್ಟಣದ ಬಿಜೆಪಿ ಕಚೇರಿಯಲ್ಲಿ ಸುದ್ದಿಗೋಷ್ಠಿಯಲ್ಲಿ ಮಾತನಾಡಿದ ಅವರು, ಜನಪ್ರತಿನಿಧಿಗಳ ಮೇಲೆ ಹಲ್ಲೆ ನಡೆಸಿರುವುದು ಖಂಡನೀಯ. ಆರೋಪಿಗಳನ್ನು ಕೂಡಲೇ ಬಂಧಿಸಬೇಕು ಎಂದು ಒತ್ತಾಯಿಸಿದರು. — [206, 342, 508, 381]
drc-phone: ದೂ : 4240422/4241800 — [741, 73, 828, 82]
dart-body: ನಂಜನಗೂಡು, ಆ.5- ವಿಪಕ್ಷ ನಾಯಕ ಸಿದ್ದರಾಮಯ್ಯ ಅವರ 75ನೇ ಹುಟ್ಟುಹಬ್ಬದ ಅಂಗವಾಗಿ ಆ.7ರಂದು ನಂಜನಗೂಡು ಫ್ರೆಂಡ್ಸ್ ಡರ್ಟ್ ಬೈಕ್ ರೇಸ್ ಅಸೋಸಿಯೇಷನ್ ವತಿಯಿಂದ ಅಂತರರಾಜ್ಯ ಡರ್ಟ್ ಬೈಕ್ ರೇಸ್ ಆಯೋಜಿಸಲಾಗಿದೆ ಎಂದು ಸಂಘದ ಅಧ್ಯಕ್ಷರು ತಿಳಿಸಿದರು. ಬೆಳಿಗ್ಗೆ 9.30 ರಿಂದ ಸಂಜೆ 5.30 ರವರೆಗೆ ಸ್ಪರ್ಧೆ ನಡೆಯಲಿದೆ. — [54, 698, 290, 737]
cc-road-photo — [54, 458, 290, 568]
hall-film: ವಿಕ್ರಾಂತ್ ರೋಣ (3D) (ಕ) — [660, 691, 726, 699]
school-event-caption: ಸಾಗರಿಕಾ ಶಾಲಾ ಸ್ವರ್ಣ ಮಹೋತ್ಸವ ಕಾರ್ಯಕ್ರಮ — [656, 1302, 773, 1311]
hall-header — [657, 701, 893, 714]
gita-photo — [420, 892, 652, 1010]
drc-title: ಡಿಆರ್‌ಸಿ ಸಿನಿಮಾಸ್ — [737, 55, 891, 71]
hall-name: ಗಾಯತ್ರಿ — [660, 727, 680, 736]
hunsur-photo — [292, 1150, 532, 1262]
